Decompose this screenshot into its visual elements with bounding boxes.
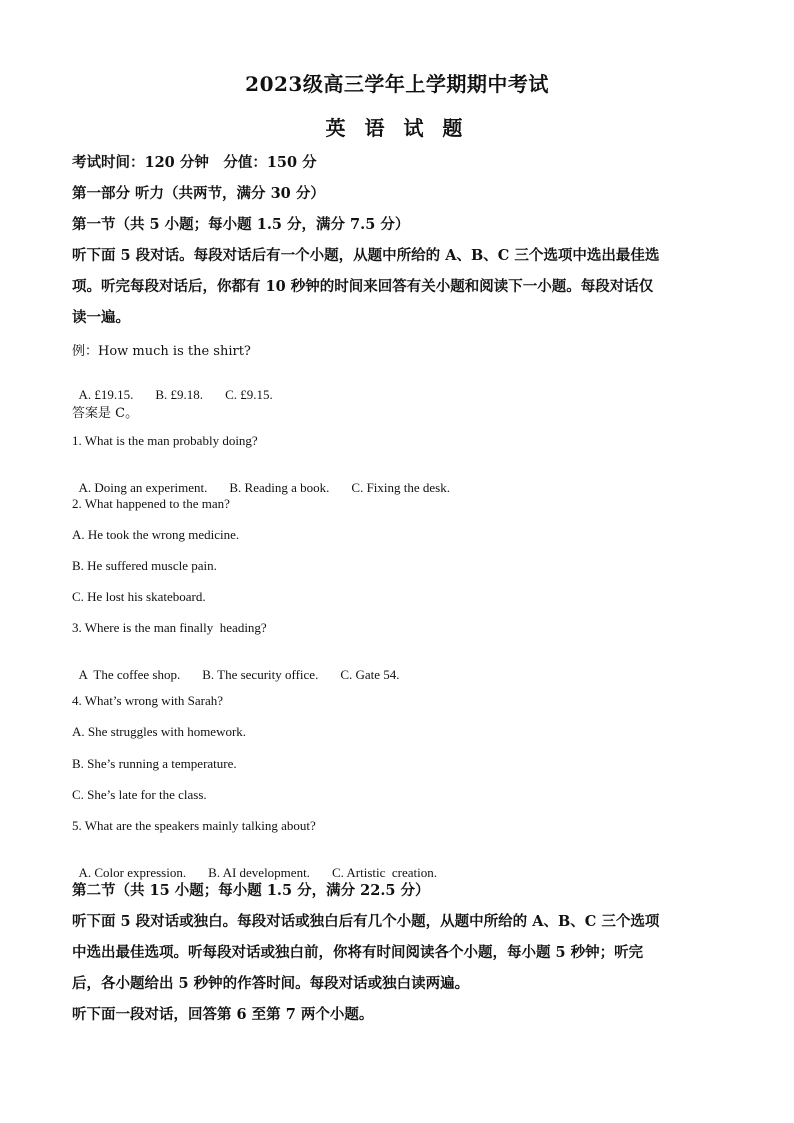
section2-instructions-line2: 中选出最佳选项。听每段对话或独白前，你将有时间阅读各个小题，每小题 5 秒钟；听完	[72, 944, 644, 961]
example-option-a: A. £19.15.	[78, 387, 134, 402]
section2-next-instruction: 听下面一段对话，回答第 6 至第 7 两个小题。	[72, 1006, 374, 1023]
q3-option-c: C. Gate 54.	[340, 667, 400, 682]
section1-instructions-line1: 听下面 5 段对话。每段对话后有一个小题，从题中所给的 A、B、C 三个选项中选出最佳选	[72, 247, 660, 264]
section1-heading: 第一节（共 5 小题；每小题 1.5 分，满分 7.5 分）	[72, 216, 410, 233]
q3-options	[72, 651, 722, 683]
example-answer: 答案是 C。	[72, 406, 139, 421]
q1-option-b: B. Reading a book.	[229, 480, 330, 495]
q3-option-a: A The coffee shop.	[78, 667, 181, 682]
q1-options	[72, 464, 722, 496]
q3-option-b: B. The security office.	[202, 667, 319, 682]
example-option-b: B. £9.18.	[155, 387, 204, 402]
q1-option-c: C. Fixing the desk.	[351, 480, 450, 495]
exam-info: 考试时间：120 分钟 分值：150 分	[72, 154, 317, 171]
q4-option-c: C. She’s late for the class.	[72, 787, 207, 802]
exam-subtitle: 英 语 试 题	[325, 116, 469, 140]
example-option-c: C. £9.15.	[225, 387, 273, 402]
q5-option-c: C. Artistic creation.	[331, 865, 437, 880]
section2-heading: 第二节（共 15 小题；每小题 1.5 分，满分 22.5 分）	[72, 882, 430, 899]
q5-option-b: B. AI development.	[208, 865, 310, 880]
q2-option-c: C. He lost his skateboard.	[72, 589, 206, 604]
q3-question: 3. Where is the man finally heading?	[72, 620, 267, 635]
q5-options	[72, 849, 722, 881]
section2-instructions-line3: 后，各小题给出 5 秒钟的作答时间。每段对话或独白读两遍。	[72, 975, 470, 992]
q5-question: 5. What are the speakers mainly talking about?	[72, 818, 316, 833]
q4-option-b: B. She’s running a temperature.	[72, 756, 237, 771]
section1-instructions-line3: 读一遍。	[72, 309, 130, 326]
q2-option-a: A. He took the wrong medicine.	[72, 527, 240, 542]
q5-option-a: A. Color expression.	[78, 865, 187, 880]
q2-option-b: B. He suffered muscle pain.	[72, 558, 217, 573]
example-options	[72, 371, 722, 403]
section2-instructions-line1: 听下面 5 段对话或独白。每段对话或独白后有几个小题，从题中所给的 A、B、C 三个选项	[72, 913, 660, 930]
q4-question: 4. What’s wrong with Sarah?	[72, 693, 224, 708]
example-question: 例：How much is the shirt?	[72, 344, 251, 359]
part1-heading: 第一部分 听力（共两节，满分 30 分）	[72, 185, 325, 202]
exam-title: 2023级高三学年上学期期中考试	[245, 72, 549, 96]
q1-option-a: A. Doing an experiment.	[78, 480, 208, 495]
q1-question: 1. What is the man probably doing?	[72, 433, 258, 448]
section1-instructions-line2: 项。听完每段对话后，你都有 10 秒钟的时间来回答有关小题和阅读下一小题。每段对话仅	[72, 278, 654, 295]
q4-option-a: A. She struggles with homework.	[72, 724, 247, 739]
q2-question: 2. What happened to the man?	[72, 496, 230, 511]
